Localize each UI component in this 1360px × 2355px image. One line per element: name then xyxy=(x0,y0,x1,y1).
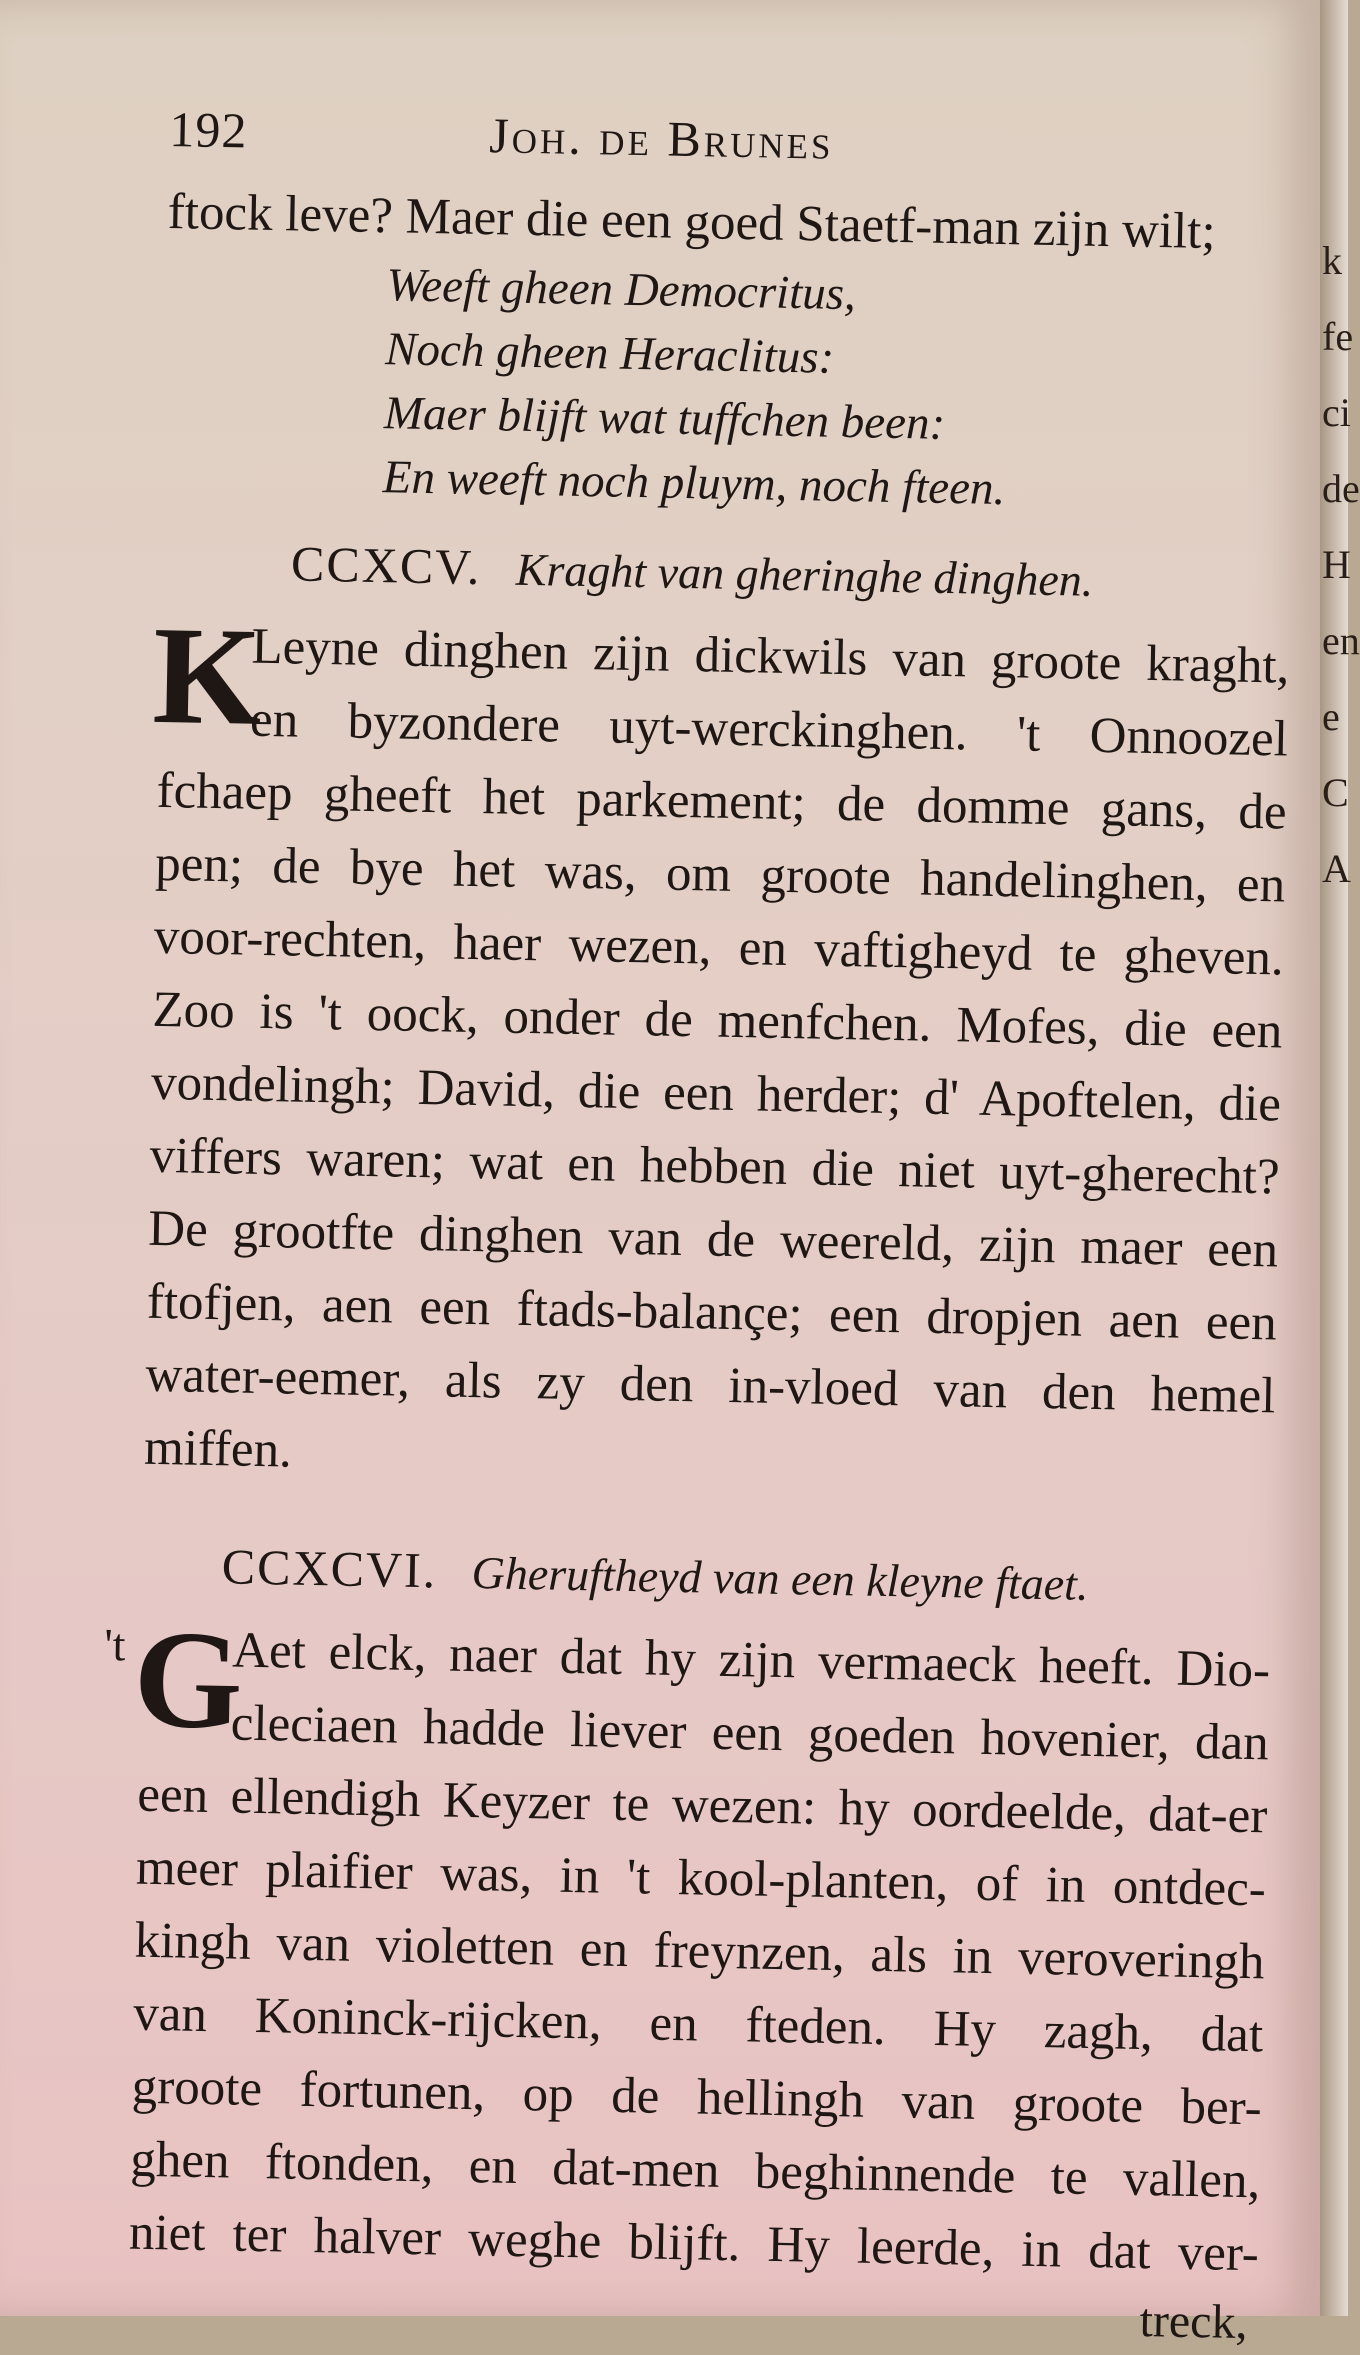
verse-line: Maer blijft wat tuffchen been: xyxy=(383,387,946,450)
edge-letter: de xyxy=(1322,466,1360,511)
opening-line: ftock leve? Maer die een goed Staetf-man zijn wilt; xyxy=(167,183,1217,261)
text-line: cleciaen hadde liever een goeden hovenier, dan xyxy=(230,1695,1270,1772)
section-title: Gheruftheyd van een kleyne ftaet. xyxy=(471,1547,1089,1610)
section-paragraph xyxy=(143,597,1290,1507)
drop-cap: K xyxy=(151,597,264,755)
text-line: miffen. xyxy=(143,1419,293,1479)
running-head: Joh. de Brunes xyxy=(488,107,835,170)
section-number: CCXCV. xyxy=(290,535,482,596)
text-line: Leyne dinghen zijn dickwils van groote kraght, xyxy=(250,618,1290,695)
text-line: voor-rechten, haer wezen, en vaftigheyd te gheven. xyxy=(153,908,1285,987)
text-line: niet ter halver weghe blijft. Hy leerde, in dat ver- xyxy=(128,2204,1260,2283)
text-line: ftofjen, aen een ftads-balançe; een dropjen aen een xyxy=(146,1273,1278,1352)
edge-letter: C xyxy=(1322,770,1349,815)
text-line: ghen ftonden, en dat-men beghinnende te vallen, xyxy=(129,2131,1261,2210)
text-line: water-eemer, als zy den in-vloed van den hemel xyxy=(144,1346,1276,1425)
text-line: Aet elck, naer dat hy zijn vermaeck heeft. Dio- xyxy=(231,1622,1271,1699)
edge-letter: ci xyxy=(1322,390,1351,435)
verse-line: En weeft noch pluym, noch fteen. xyxy=(382,451,1006,516)
edge-letter: fe xyxy=(1322,314,1354,359)
text-line: viffers waren; wat en hebben die niet uyt-gherecht? xyxy=(149,1127,1281,1206)
text-line: en byzondere uyt-werckinghen. 't Onnoozel xyxy=(249,691,1289,768)
text-line: meer plaifier was, in 't kool-planten, of in ontdec- xyxy=(135,1839,1267,1918)
prefix-apostrophe: 't xyxy=(103,1619,126,1671)
text-line: van Koninck-rijcken, en fteden. Hy zagh, dat xyxy=(132,1985,1264,2064)
text-line: vondelingh; David, die een herder; d' Apoftelen, die xyxy=(150,1054,1282,1133)
text-line: pen; de bye het was, om groote handelinghen, en xyxy=(154,835,1286,914)
edge-letter: H xyxy=(1322,542,1351,587)
page-text xyxy=(103,100,1300,2355)
section-paragraph xyxy=(103,1601,1271,2292)
section-title: Kraght van gheringhe dinghen. xyxy=(515,543,1094,606)
text-line: fchaep gheeft het parkement; de domme gans, de xyxy=(156,762,1288,841)
page-number: 192 xyxy=(168,100,248,159)
text-line: een ellendigh Keyzer te wezen: hy oordeelde, dat-er xyxy=(136,1766,1268,1845)
drop-cap: G xyxy=(132,1601,245,1759)
catchword: treck, xyxy=(1139,2294,1249,2350)
text-line: kingh van violetten en freynzen, als in veroveringh xyxy=(134,1912,1265,1991)
verse-line: Weeft gheen Democritus, xyxy=(385,259,857,321)
facing-page-edge xyxy=(1320,0,1360,2316)
text-line: groote fortunen, op de hellingh van groote ber- xyxy=(131,2058,1263,2137)
edge-letter: e xyxy=(1322,694,1340,739)
edge-letter: en xyxy=(1322,618,1360,663)
verse xyxy=(162,249,1297,527)
edge-letter: k xyxy=(1322,238,1342,283)
text-line: De grootfte dinghen van de weereld, zijn maer een xyxy=(147,1200,1279,1279)
edge-letter: A xyxy=(1322,846,1351,891)
facing-page-letters xyxy=(1322,238,1360,924)
text-line: Zoo is 't oock, onder de menfchen. Mofes, die een xyxy=(151,981,1283,1060)
verse-line: Noch gheen Heraclitus: xyxy=(384,323,835,384)
section-number: CCXCVI. xyxy=(221,1538,438,1599)
